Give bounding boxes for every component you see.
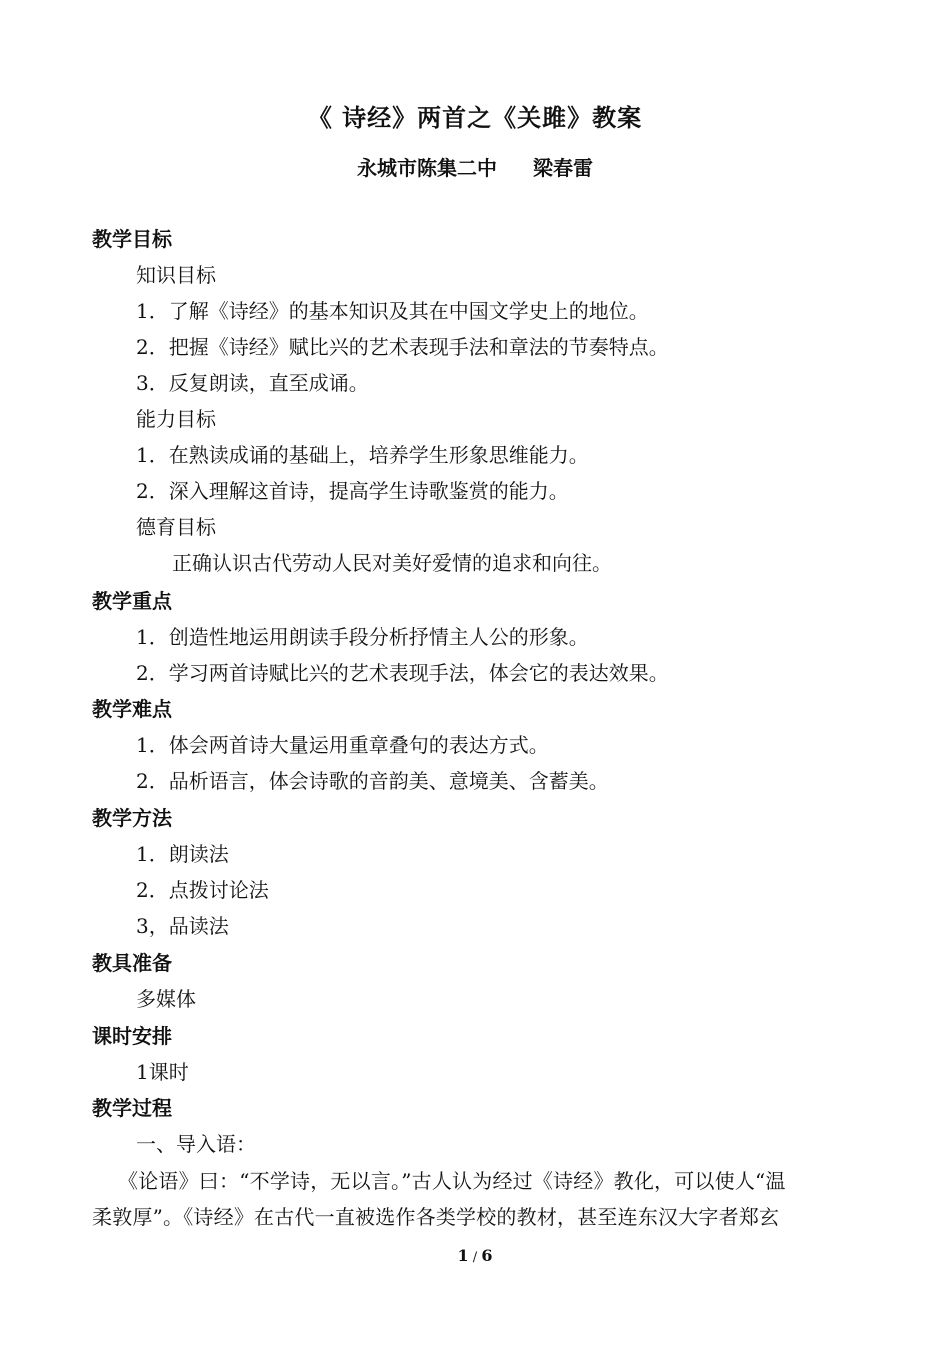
method-item: 2．点拨讨论法 xyxy=(136,878,269,902)
ability-item: 1．在熟读成诵的基础上，培养学生形象思维能力。 xyxy=(136,443,589,467)
method-item: 1．朗读法 xyxy=(136,842,229,866)
current-page: 1 xyxy=(457,1246,469,1265)
knowledge-item: 2．把握《诗经》赋比兴的艺术表现手法和章法的节奏特点。 xyxy=(136,335,669,359)
knowledge-item: 3．反复朗读，直至成诵。 xyxy=(136,371,369,395)
heading-key-points: 教学重点 xyxy=(92,589,172,613)
difficulty-item: 2．品析语言，体会诗歌的音韵美、意境美、含蓄美。 xyxy=(136,769,609,793)
heading-objectives: 教学目标 xyxy=(92,227,172,251)
subheading-moral: 德育目标 xyxy=(136,515,216,539)
subheading-knowledge: 知识目标 xyxy=(136,263,216,287)
moral-text: 正确认识古代劳动人民对美好爱情的追求和向往。 xyxy=(172,551,612,575)
heading-difficulties: 教学难点 xyxy=(92,697,172,721)
method-item: 3，品读法 xyxy=(136,914,229,938)
tools-text: 多媒体 xyxy=(136,987,196,1011)
key-point-item: 1．创造性地运用朗读手段分析抒情主人公的形象。 xyxy=(136,625,589,649)
ability-item: 2．深入理解这首诗，提高学生诗歌鉴赏的能力。 xyxy=(136,479,569,503)
author-school: 永城市陈集二中 xyxy=(357,156,497,180)
intro-paragraph-line: 《论语》曰：“不学诗，无以言。”古人认为经过《诗经》教化，可以使人“温 xyxy=(118,1169,786,1193)
key-point-item: 2．学习两首诗赋比兴的艺术表现手法，体会它的表达效果。 xyxy=(136,661,669,685)
subheading-ability: 能力目标 xyxy=(136,407,216,431)
difficulty-item: 1．体会两首诗大量运用重章叠句的表达方式。 xyxy=(136,733,549,757)
total-pages: 6 xyxy=(481,1246,493,1265)
document-title: 《 诗经》两首之《关雎》教案 xyxy=(307,103,643,132)
heading-tools: 教具准备 xyxy=(92,951,172,975)
heading-schedule: 课时安排 xyxy=(92,1024,172,1048)
heading-methods: 教学方法 xyxy=(92,806,172,830)
intro-label: 一、导入语： xyxy=(136,1132,256,1156)
page-number: 1 / 6 xyxy=(457,1246,493,1265)
author-name: 梁春雷 xyxy=(533,156,593,180)
author-line xyxy=(0,152,950,181)
schedule-text: 1课时 xyxy=(136,1060,189,1084)
heading-process: 教学过程 xyxy=(92,1096,172,1120)
intro-paragraph-line: 柔敦厚”。《诗经》在古代一直被选作各类学校的教材，甚至连东汉大字者郑玄 xyxy=(92,1205,780,1229)
knowledge-item: 1．了解《诗经》的基本知识及其在中国文学史上的地位。 xyxy=(136,299,649,323)
